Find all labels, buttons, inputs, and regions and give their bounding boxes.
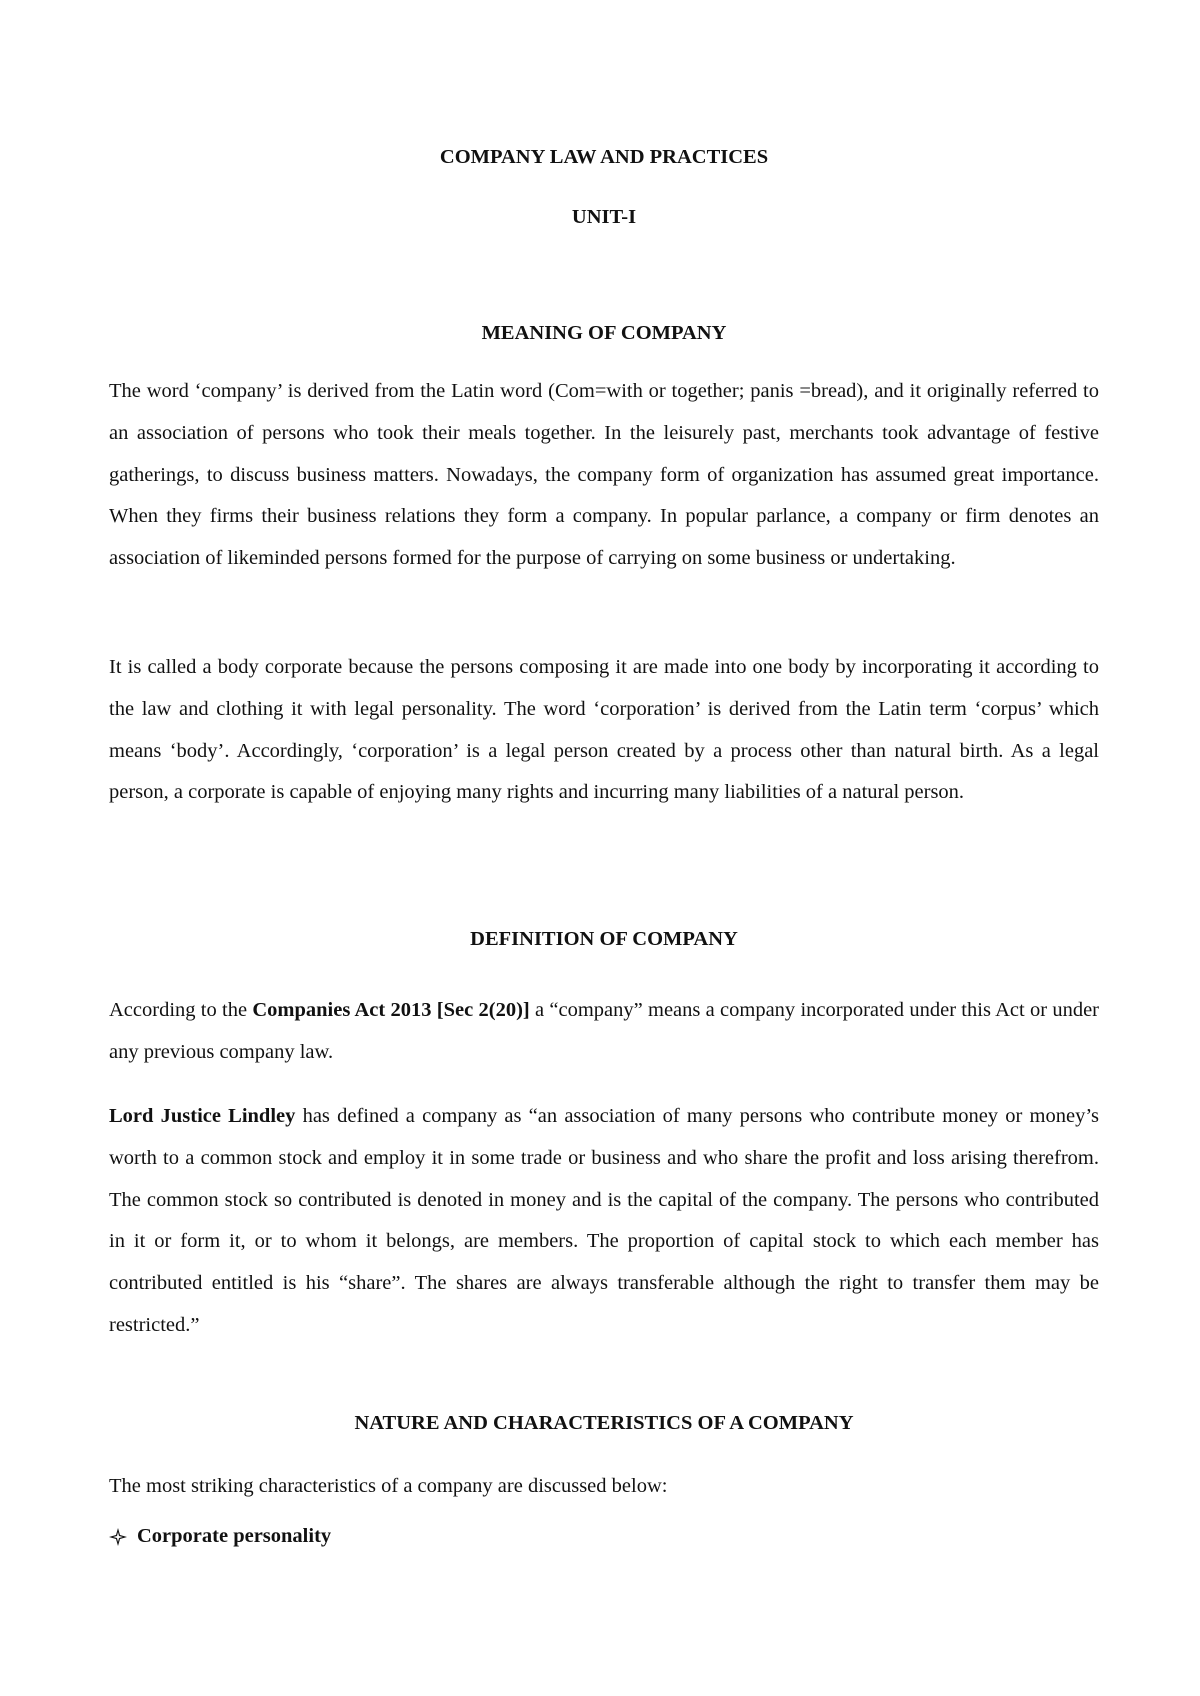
definition-lindley-name: Lord Justice Lindley xyxy=(109,1105,296,1127)
section-heading-meaning: MEANING OF COMPANY xyxy=(481,322,727,344)
document-title: COMPANY LAW AND PRACTICES xyxy=(439,146,769,168)
bullet-item-corporate-personality xyxy=(109,1525,331,1548)
definition-act-citation: Companies Act 2013 [Sec 2(20)] xyxy=(252,999,530,1021)
four-diamond-star-icon xyxy=(109,1528,127,1546)
paragraph-meaning-2: It is called a body corporate because the persons composing it are made into one body by incorporating it according to the law and clothing it with legal personality. The word ‘corporation’ is derived from the Latin term ‘corpus’ which means ‘body’. Accordingly, ‘corporation’ is a legal person created by a process other than natural birth. As a legal person, a corporate is capable of enjoying many rights and incurring many liabilities of a natural person. xyxy=(109,656,1099,804)
section-heading-nature: NATURE AND CHARACTERISTICS OF A COMPANY xyxy=(354,1412,854,1434)
definition-act-text: a “company” means a company incorporated under this Act or under any previous company law. xyxy=(109,999,1099,1063)
paragraph-meaning-1: The word ‘company’ is derived from the Latin word (Com=with or together; panis =bread), and it originally referred to an association of persons who took their meals together. In the leisurely past, merchants took advantage of festive gatherings, to discuss business matters. Nowadays, the company form of organization has assumed great importance. When they firms their business relations they form a company. In popular parlance, a company or firm denotes an association of likeminded persons formed for the purpose of carrying on some business or undertaking. xyxy=(109,380,1099,570)
unit-label: UNIT-I xyxy=(571,206,637,228)
section-heading-definition: DEFINITION OF COMPANY xyxy=(470,928,738,950)
paragraph-nature-intro: The most striking characteristics of a company are discussed below: xyxy=(109,1475,668,1497)
paragraph-definition-lindley xyxy=(109,1096,1099,1347)
definition-act-lead: According to the xyxy=(109,999,253,1021)
bullet-label: Corporate personality xyxy=(137,1525,332,1547)
paragraph-definition-act xyxy=(109,990,1099,1074)
definition-lindley-text: has defined a company as “an association of many persons who contribute money or money’s worth to a common stock and employ it in some trade or business and who share the profit and loss arising therefrom. The common stock so contributed is denoted in money and is the capital of the company. The persons who contributed in it or form it, or to whom it belongs, are members. The proportion of capital stock to which each member has contributed entitled is his “share”. The shares are always transferable although the right to transfer them may be restricted.” xyxy=(109,1105,1099,1336)
